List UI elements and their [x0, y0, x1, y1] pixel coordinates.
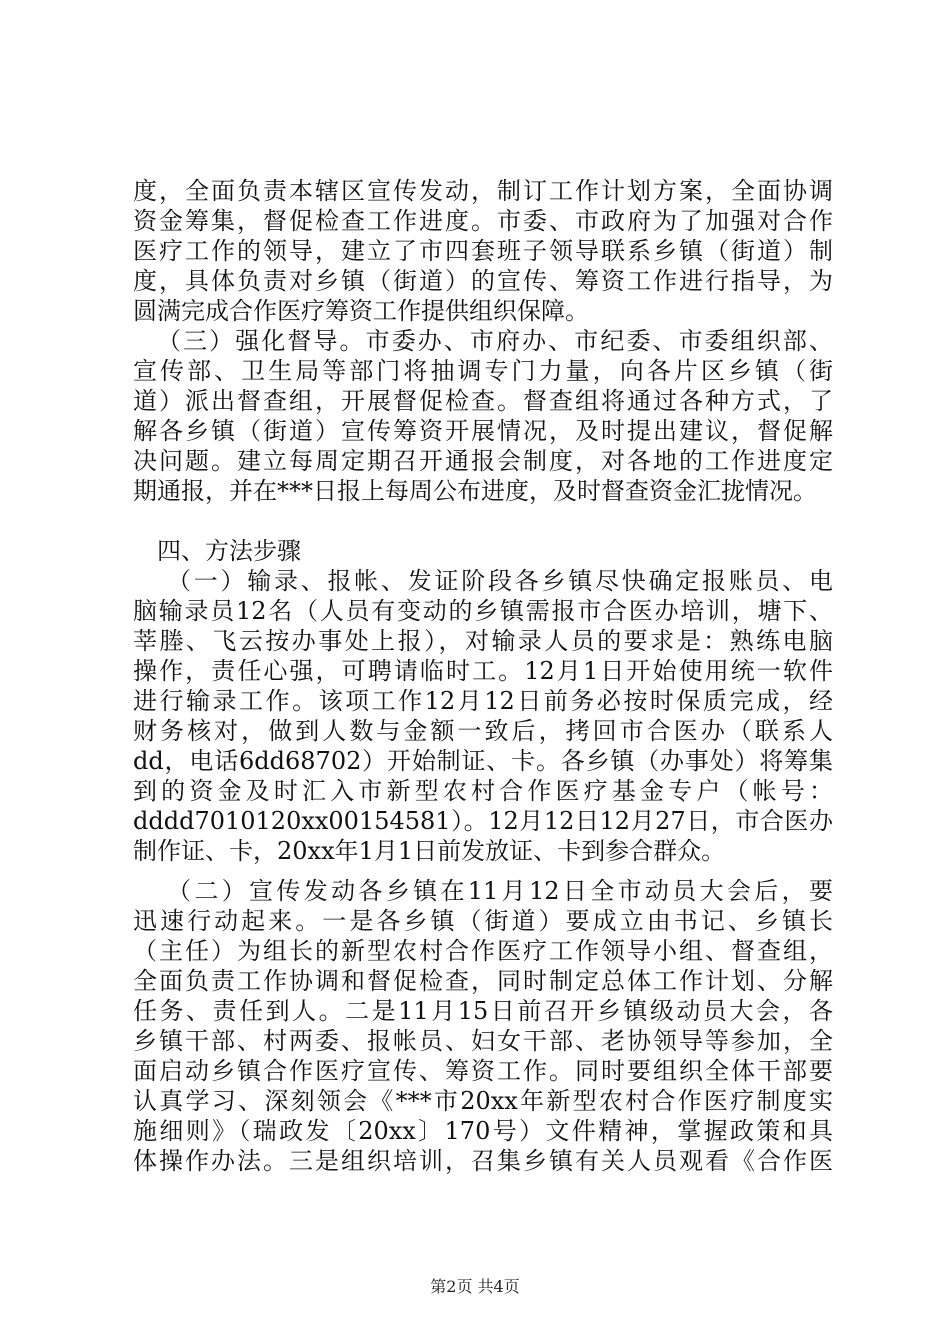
page-number: 第2页 共4页	[430, 1277, 520, 1296]
text-line: 任务、责任到人。二是11月15日前召开乡镇级动员大会，各	[133, 997, 833, 1025]
text-line: 道）派出督查组，开展督促检查。督查组将通过各种方式，了	[133, 387, 833, 415]
text-line: 莘塍、飞云按办事处上报），对输录人员的要求是：熟练电脑	[133, 627, 833, 655]
text-line: 制作证、卡，20xx年1月1日前发放证、卡到参合群众。	[133, 837, 726, 865]
text-line: 度，全面负责本辖区宣传发动，制订工作计划方案，全面协调	[133, 177, 833, 205]
paragraph-start: （二）宣传发动各乡镇在11月12日全市动员大会后，要	[167, 877, 833, 905]
section-heading: （三）强化督导。市委办、市府办、市纪委、市委组织部、	[157, 327, 833, 355]
text-line: 期通报，并在***日报上每周公布进度，及时督查资金汇拢情况。	[133, 477, 817, 505]
text-line: 宣传部、卫生局等部门将抽调专门力量，向各片区乡镇（街	[133, 357, 833, 385]
text-line: 操作，责任心强，可聘请临时工。12月1日开始使用统一软件	[133, 657, 833, 685]
text-line: 面启动乡镇合作医疗宣传、筹资工作。同时要组织全体干部要	[133, 1057, 833, 1085]
text-line: （主任）为组长的新型农村合作医疗工作领导小组、督查组，	[133, 937, 833, 965]
text-line: 资金筹集，督促检查工作进度。市委、市政府为了加强对合作	[133, 207, 833, 235]
text-line: 度，具体负责对乡镇（街道）的宣传、筹资工作进行指导，为	[133, 267, 833, 295]
text-line: 到的资金及时汇入市新型农村合作医疗基金专户（帐号：	[133, 777, 833, 805]
text-line: dddd7010120xx00154581）。12月12日12月27日，市合医办	[133, 807, 833, 835]
text-line: 施细则》（瑞政发〔20xx〕170号）文件精神，掌握政策和具	[133, 1117, 833, 1145]
text-line: 迅速行动起来。一是各乡镇（街道）要成立由书记、乡镇长	[133, 907, 833, 935]
text-line: 医疗工作的领导，建立了市四套班子领导联系乡镇（街道）制	[133, 237, 833, 265]
text-line: 脑输录员12名（人员有变动的乡镇需报市合医办培训，塘下、	[133, 597, 833, 625]
section-heading: 四、方法步骤	[157, 537, 301, 565]
text-line: 圆满完成合作医疗筹资工作提供组织保障。	[133, 297, 589, 325]
text-line: dd，电话6dd68702）开始制证、卡。各乡镇（办事处）将筹集	[133, 747, 833, 775]
text-line: 体操作办法。三是组织培训，召集乡镇有关人员观看《合作医	[133, 1147, 833, 1175]
text-line: 进行输录工作。该项工作12月12日前务必按时保质完成，经	[133, 687, 833, 715]
text-line: 决问题。建立每周定期召开通报会制度，对各地的工作进度定	[133, 447, 833, 475]
text-line: 全面负责工作协调和督促检查，同时制定总体工作计划、分解	[133, 967, 833, 995]
paragraph-start: （一）输录、报帐、发证阶段各乡镇尽快确定报账员、电	[167, 567, 833, 595]
text-line: 认真学习、深刻领会《***市20xx年新型农村合作医疗制度实	[133, 1087, 833, 1115]
text-line: 乡镇干部、村两委、报帐员、妇女干部、老协领导等参加，全	[133, 1027, 833, 1055]
text-line: 解各乡镇（街道）宣传筹资开展情况，及时提出建议，督促解	[133, 417, 833, 445]
text-line: 财务核对，做到人数与金额一致后，拷回市合医办（联系人	[133, 717, 833, 745]
